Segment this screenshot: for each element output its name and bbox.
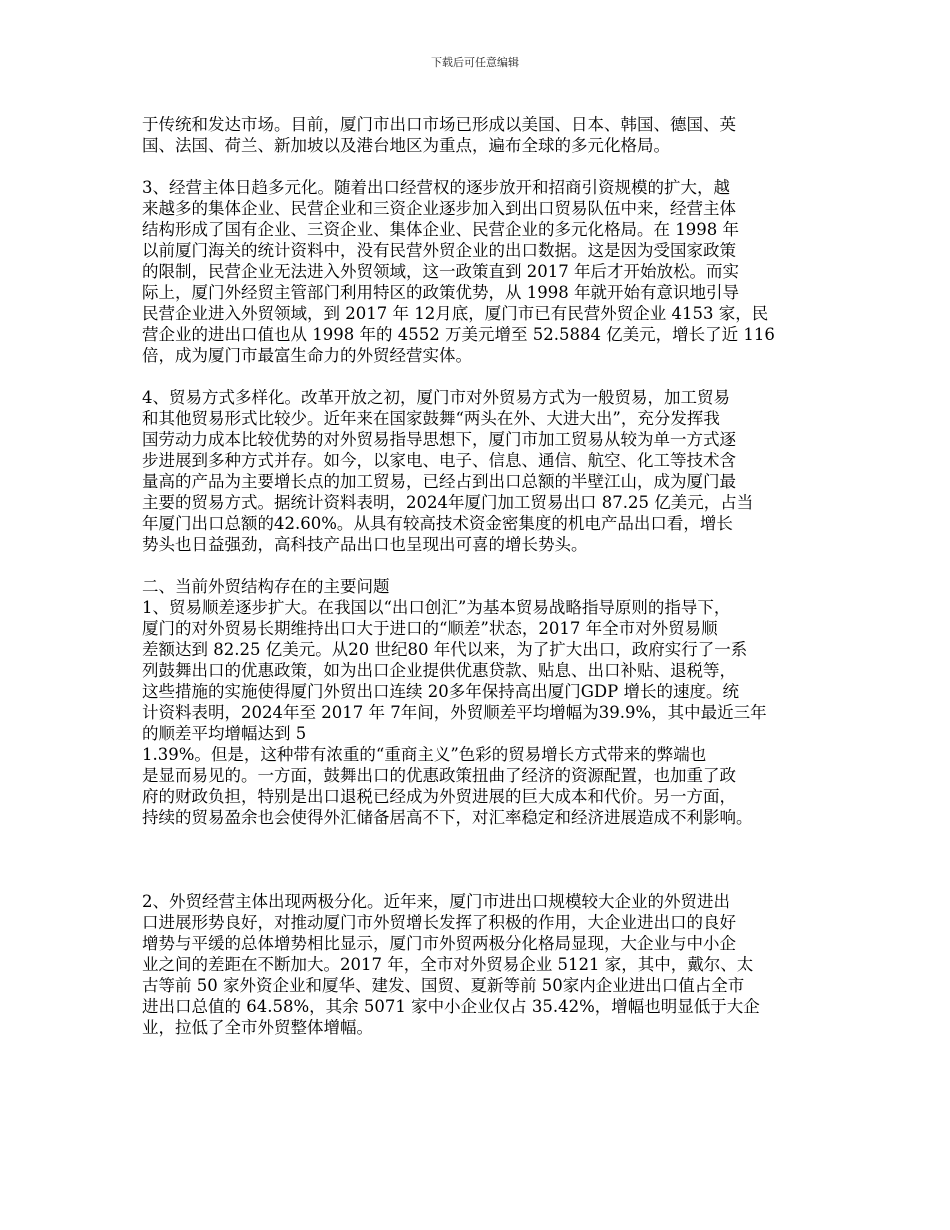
text-line: 进出口总值的 64.58%，其余 5071 家中小企业仅占 35.42%，增幅也明显低于大企	[142, 997, 760, 1016]
text-line: 量高的产品为主要增长点的加工贸易，已经占到出口总额的半壁江山，成为厦门最	[142, 472, 736, 491]
text-line: 主要的贸易方式。据统计资料表明，2024年厦门加工贸易出口 87.25 亿美元，占当	[142, 493, 754, 512]
text-line: 和其他贸易形式比较少。近年来在国家鼓舞“两头在外、大进大出”，充分发挥我	[142, 409, 720, 428]
text-line: 是显而易见的。一方面，鼓舞出口的优惠政策扭曲了经济的资源配置，也加重了政	[142, 766, 736, 785]
text-line: 的限制，民营企业无法进入外贸领域，这一政策直到 2017 年后才开始放松。而实	[142, 262, 739, 281]
text-line: 结构形成了国有企业、三资企业、集体企业、民营企业的多元化格局。在 1998 年	[142, 220, 739, 239]
text-line: 营企业的进出口值也从 1998 年的 4552 万美元增至 52.5884 亿美元，增长了近 116	[142, 325, 775, 344]
section-heading: 二、当前外贸结构存在的主要问题	[142, 577, 390, 596]
paragraph-export-markets	[142, 114, 832, 156]
section-main-problems	[142, 576, 832, 849]
text-line: 持续的贸易盈余也会使得外汇储备居高不下，对汇率稳定和经济进展造成不利影响。	[142, 808, 753, 827]
text-line: 倍，成为厦门市最富生命力的外贸经营实体。	[142, 346, 472, 365]
text-line: 这些措施的实施使得厦门外贸出口连续 20多年保持高出厦门GDP 增长的速度。统	[142, 682, 739, 701]
text-line: 年厦门出口总额的42.60%。从具有较高技术资金密集度的机电产品出口看，增长	[142, 514, 733, 533]
paragraph-polarization	[142, 891, 832, 1038]
paragraph-trade-methods	[142, 387, 832, 555]
text-line: 1、贸易顺差逐步扩大。在我国以“出口创汇”为基本贸易战略指导原则的指导下，	[142, 598, 731, 617]
text-line: 4、贸易方式多样化。改革开放之初，厦门市对外贸易方式为一般贸易，加工贸易	[142, 388, 730, 407]
text-line: 口进展形势良好，对推动厦门市外贸增长发挥了积极的作用，大企业进出口的良好	[142, 913, 736, 932]
text-line: 国劳动力成本比较优势的对外贸易指导思想下，厦门市加工贸易从较为单一方式逐	[142, 430, 736, 449]
text-line: 来越多的集体企业、民营企业和三资企业逐步加入到出口贸易队伍中来，经营主体	[142, 199, 736, 218]
text-line: 的顺差平均增幅达到 5	[142, 724, 307, 743]
text-line: 计资料表明，2024年至 2017 年 7年间，外贸顺差平均增幅为39.9%，其中最近三年	[142, 703, 767, 722]
paragraph-business-entities	[142, 177, 832, 366]
text-line: 厦门的对外贸易长期维持出口大于进口的“顺差”状态，2017 年全市对外贸易顺	[142, 619, 718, 638]
text-line: 以前厦门海关的统计资料中，没有民营外贸企业的出口数据。这是因为受国家政策	[142, 241, 736, 260]
text-line: 1.39%。但是，这种带有浓重的“重商主义”色彩的贸易增长方式带来的弊端也	[142, 745, 707, 764]
text-line: 府的财政负担，特别是出口退税已经成为外贸进展的巨大成本和代价。另一方面，	[142, 787, 736, 806]
text-line: 2、外贸经营主体出现两极分化。近年来，厦门市进出口规模较大企业的外贸进出	[142, 892, 730, 911]
text-line: 增势与平缓的总体增势相比显示，厦门市外贸两极分化格局显现，大企业与中小企	[142, 934, 736, 953]
text-line: 于传统和发达市场。目前，厦门市出口市场已形成以美国、日本、韩国、德国、英	[142, 115, 736, 134]
page-header: 下载后可任意编辑	[431, 56, 519, 69]
text-line: 业之间的差距在不断加大。2017 年，全市对外贸易企业 5121 家，其中，戴尔、太	[142, 955, 754, 974]
paragraph-gap	[142, 849, 832, 891]
text-line	[142, 828, 832, 849]
text-line: 民营企业进入外贸领域，到 2017 年 12月底，厦门市已有民营外贸企业 4153 家，民	[142, 304, 769, 323]
paragraph-gap	[142, 156, 832, 177]
text-line: 业，拉低了全市外贸整体增幅。	[142, 1018, 373, 1037]
document-body	[142, 114, 832, 1038]
text-line: 步进展到多种方式并存。如今，以家电、电子、信息、通信、航空、化工等技术含	[142, 451, 736, 470]
text-line: 列鼓舞出口的优惠政策，如为出口企业提供优惠贷款、贴息、出口补贴、退税等，	[142, 661, 736, 680]
text-line: 国、法国、荷兰、新加坡以及港台地区为重点，遍布全球的多元化格局。	[142, 136, 670, 155]
text-line: 古等前 50 家外资企业和厦华、建发、国贸、夏新等前 50家内企业进出口值占全市	[142, 976, 745, 995]
text-line: 3、经营主体日趋多元化。随着出口经营权的逐步放开和招商引资规模的扩大，越	[142, 178, 730, 197]
paragraph-gap	[142, 555, 832, 576]
text-line: 差额达到 82.25 亿美元。从20 世纪80 年代以来，为了扩大出口，政府实行了一系	[142, 640, 748, 659]
text-line: 势头也日益强劲，高科技产品出口也呈现出可喜的增长势头。	[142, 535, 588, 554]
paragraph-gap	[142, 366, 832, 387]
text-line: 际上，厦门外经贸主管部门利用特区的政策优势，从 1998 年就开始有意识地引导	[142, 283, 739, 302]
